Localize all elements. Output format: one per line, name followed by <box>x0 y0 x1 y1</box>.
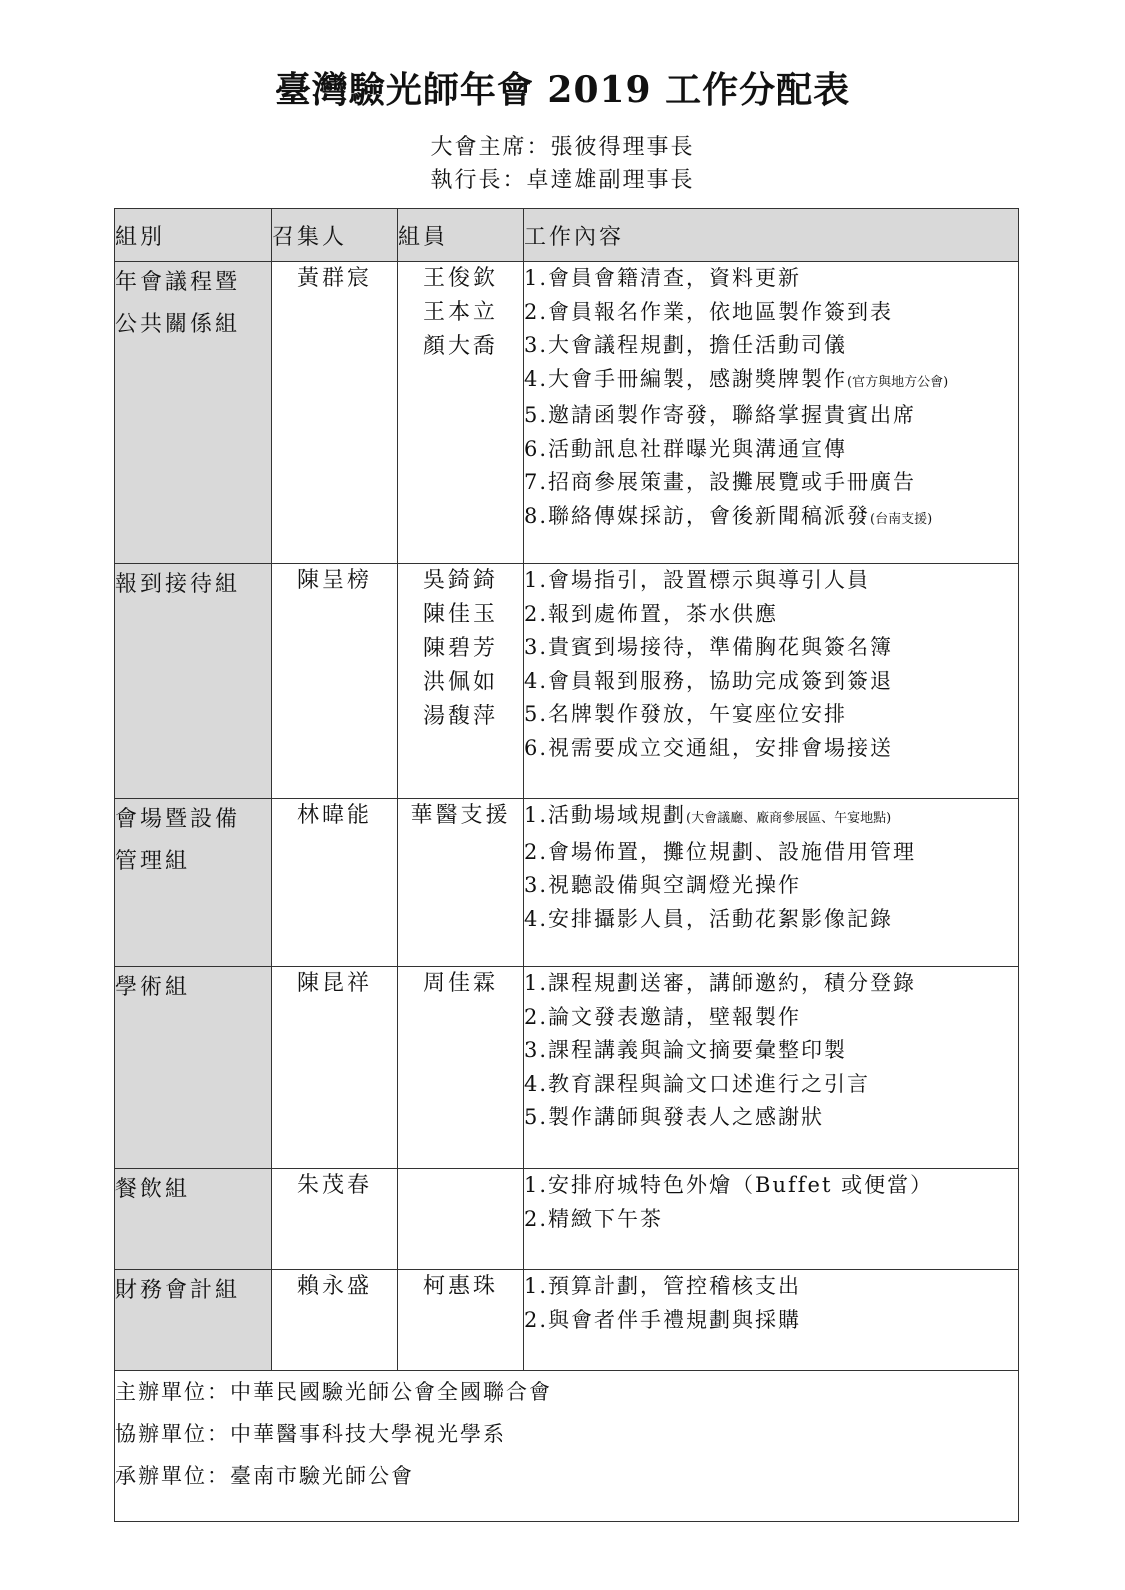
co-host-unit: 協辦單位：中華醫事科技大學視光學系 <box>115 1422 506 1446</box>
table-row <box>115 1270 1019 1371</box>
table-row <box>115 799 1019 967</box>
convener-cell: 林暐能 <box>272 799 398 967</box>
member-name: 湯馥萍 <box>422 704 498 729</box>
convener-cell: 賴永盛 <box>272 1270 398 1371</box>
members-cell <box>398 564 524 799</box>
task-item: 5.製作講師與發表人之感謝狀 <box>524 1105 825 1129</box>
member-name: 陳碧芳 <box>422 636 498 661</box>
header-convener: 召集人 <box>272 209 398 262</box>
task-item: 4.會員報到服務，協助完成簽到簽退 <box>524 668 894 693</box>
task-item: 1.預算計劃，管控稽核支出 <box>524 1274 802 1298</box>
convener-cell: 陳昆祥 <box>272 967 398 1169</box>
task-item: 4.教育課程與論文口述進行之引言 <box>524 1071 871 1096</box>
task-item: 2.會員報名作業，依地區製作簽到表 <box>524 299 894 324</box>
members-cell <box>398 1270 524 1371</box>
task-item: 6.活動訊息社群曝光與溝通宣傳 <box>524 436 848 461</box>
group-cell <box>115 564 272 799</box>
members-cell <box>398 262 524 564</box>
convener-cell: 陳呈榜 <box>272 564 398 799</box>
task-item: 3.視聽設備與空調燈光操作 <box>524 873 802 897</box>
task-item <box>524 500 1018 537</box>
executive-line: 執行長：卓達雄副理事長 <box>430 168 695 193</box>
organizer-unit: 承辦單位：臺南市驗光師公會 <box>115 1464 414 1488</box>
organizers-cell <box>115 1371 1019 1522</box>
task-note: (大會議廳、廠商參展區、午宴地點) <box>686 811 892 826</box>
task-item: 3.大會議程規劃，擔任活動司儀 <box>524 333 848 357</box>
footer-row <box>115 1371 1019 1522</box>
task-item <box>524 363 1018 400</box>
header-tasks: 工作內容 <box>524 209 1019 262</box>
host-unit: 主辦單位：中華民國驗光師公會全國聯合會 <box>115 1380 552 1404</box>
member-name: 吳錡錡 <box>422 568 498 593</box>
task-note: (官方與地方公會) <box>847 374 949 390</box>
convener-cell: 朱茂春 <box>272 1169 398 1270</box>
table-row <box>115 564 1019 799</box>
group-name-line: 報到接待組 <box>115 572 241 597</box>
task-item: 5.邀請函製作寄發，聯絡掌握貴賓出席 <box>524 403 917 427</box>
table-row <box>115 262 1019 564</box>
tasks-cell <box>524 1270 1019 1371</box>
task-text: 1.活動場域規劃 <box>524 803 687 827</box>
group-cell <box>115 1169 272 1270</box>
header-group: 組別 <box>115 209 272 262</box>
group-name-line: 學術組 <box>115 975 191 1000</box>
task-item: 2.精緻下午茶 <box>524 1206 664 1231</box>
task-item: 4.安排攝影人員，活動花絮影像記錄 <box>524 906 894 931</box>
task-item: 2.報到處佈置，茶水供應 <box>524 601 779 626</box>
member-name: 柯惠珠 <box>422 1274 498 1299</box>
group-cell <box>115 967 272 1169</box>
member-name: 王本立 <box>422 300 498 325</box>
table-header-row <box>115 209 1019 262</box>
tasks-cell <box>524 262 1019 564</box>
group-name-line: 會場暨設備 <box>115 807 241 832</box>
task-item: 2.論文發表邀請，壁報製作 <box>524 1004 802 1029</box>
member-name: 洪佩如 <box>422 670 498 695</box>
group-name-line: 公共關係組 <box>115 312 241 337</box>
chairman-line: 大會主席：張彼得理事長 <box>430 135 695 160</box>
table-row <box>115 1169 1019 1270</box>
group-name-line: 管理組 <box>115 849 191 874</box>
task-text: 4.大會手冊編製，感謝獎牌製作 <box>524 366 848 391</box>
task-item: 5.名牌製作發放，午宴座位安排 <box>524 702 848 726</box>
members-cell <box>398 1169 524 1270</box>
task-item: 3.課程講義與論文摘要彙整印製 <box>524 1038 848 1062</box>
task-item: 2.與會者伴手禮規劃與採購 <box>524 1307 802 1332</box>
page-title: 臺灣驗光師年會 2019 工作分配表 <box>274 69 851 111</box>
group-name-line: 年會議程暨 <box>115 270 241 295</box>
group-name-line: 餐飲組 <box>115 1177 191 1202</box>
task-item: 1.安排府城特色外燴（Buffet 或便當） <box>524 1173 934 1197</box>
table-row <box>115 967 1019 1169</box>
task-item: 1.課程規劃送審，講師邀約，積分登錄 <box>524 971 917 995</box>
members-cell <box>398 799 524 967</box>
tasks-cell <box>524 564 1019 799</box>
header-members: 組員 <box>398 209 524 262</box>
group-cell <box>115 1270 272 1371</box>
task-item <box>524 799 1018 836</box>
task-item: 1.會場指引，設置標示與導引人員 <box>524 568 871 592</box>
tasks-cell <box>524 799 1019 967</box>
task-note: (台南支援) <box>870 511 933 527</box>
members-cell <box>398 967 524 1169</box>
member-name: 周佳霖 <box>422 971 498 996</box>
member-name: 陳佳玉 <box>422 602 498 627</box>
member-name: 顏大喬 <box>422 334 498 359</box>
work-allocation-table <box>114 208 1019 1522</box>
member-name: 華醫支援 <box>410 803 511 828</box>
task-item: 2.會場佈置，攤位規劃、設施借用管理 <box>524 839 917 864</box>
task-item: 6.視需要成立交通組，安排會場接送 <box>524 735 894 760</box>
convener-cell: 黃群宸 <box>272 262 398 564</box>
group-name-line: 財務會計組 <box>115 1278 241 1303</box>
group-cell <box>115 262 272 564</box>
task-item: 3.貴賓到場接待，準備胸花與簽名簿 <box>524 635 894 659</box>
task-item: 7.招商參展策畫，設攤展覽或手冊廣告 <box>524 470 917 494</box>
member-name: 王俊欽 <box>422 266 498 291</box>
task-item: 1.會員會籍清查，資料更新 <box>524 266 802 290</box>
task-text: 8.聯絡傳媒採訪，會後新聞稿派發 <box>524 503 871 528</box>
tasks-cell <box>524 967 1019 1169</box>
group-cell <box>115 799 272 967</box>
tasks-cell <box>524 1169 1019 1270</box>
